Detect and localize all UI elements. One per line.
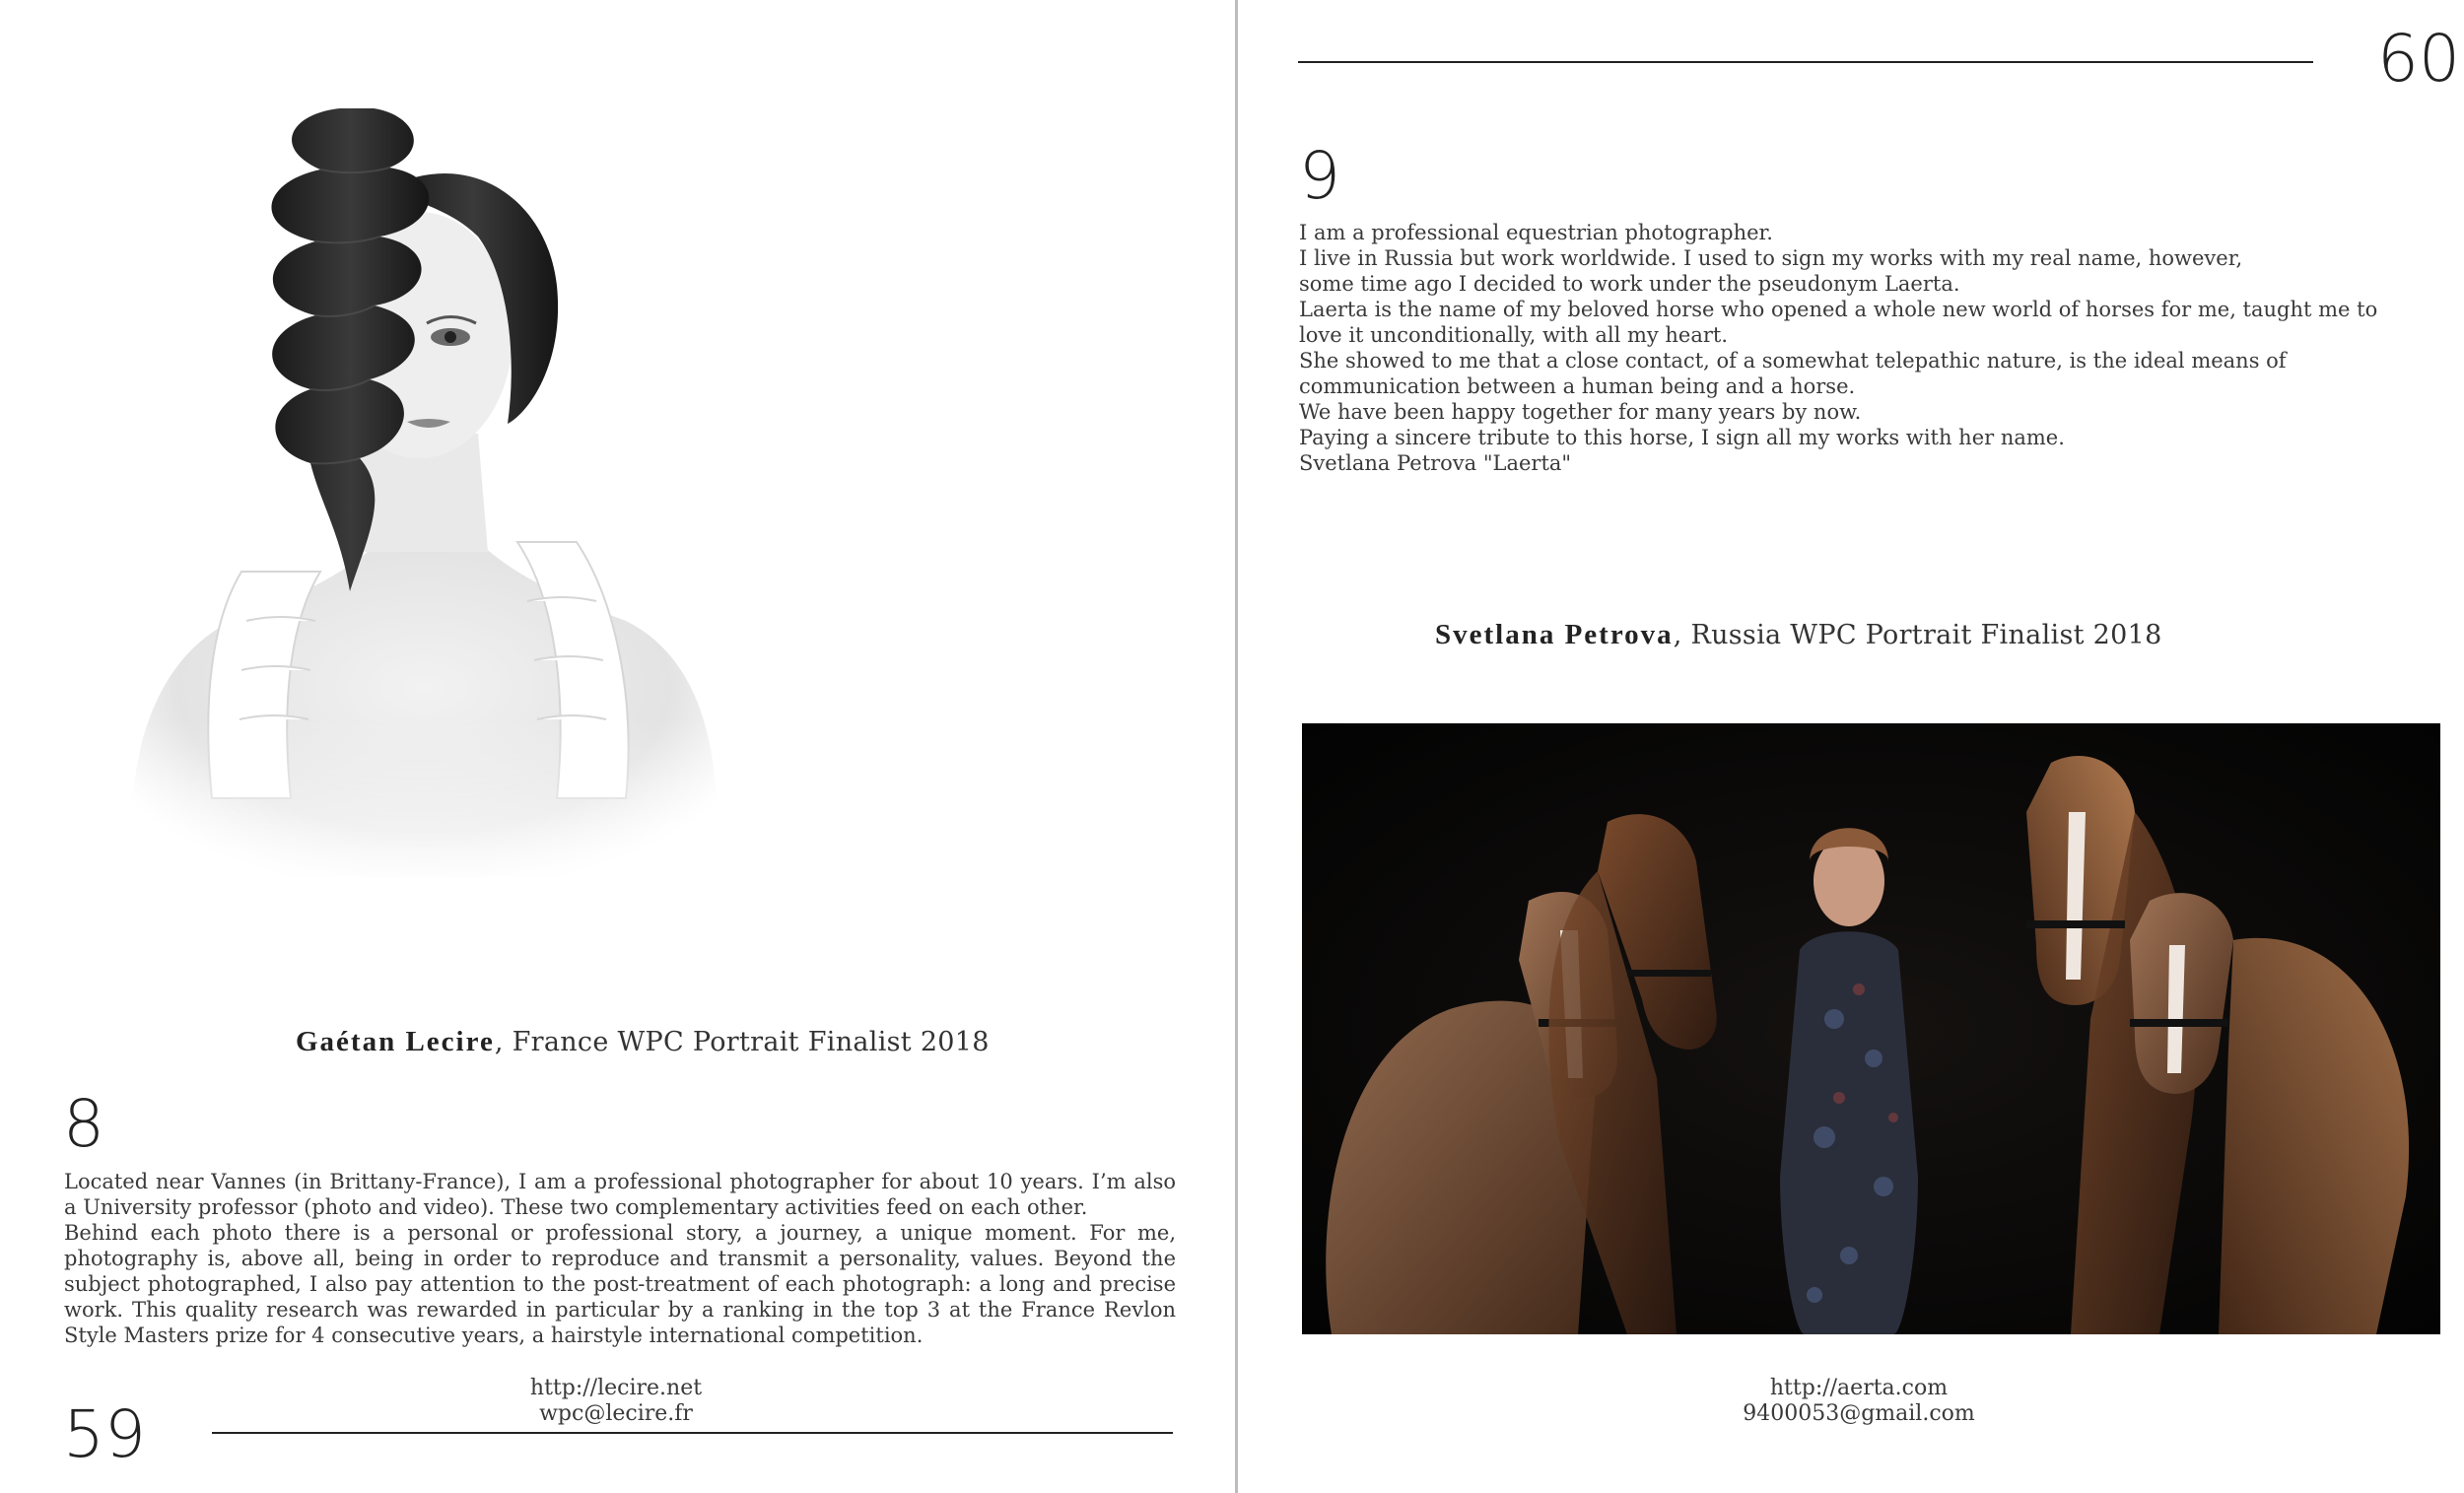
photographer-caption [1435,619,2162,651]
bio-line: I live in Russia but work worldwide. I used to sign my works with my real name, however, [1299,246,2243,270]
bio-line: We have been happy together for many years by now. [1299,400,1862,424]
photographer-name: Svetlana Petrova [1435,619,1674,650]
right-page [1238,0,2464,1493]
website-link[interactable]: http://aerta.com [1769,1376,1949,1400]
bio-line: Paying a sincere tribute to this horse, I sign all my works with her name. [1299,426,2065,449]
email-link[interactable]: wpc@lecire.fr [539,1401,693,1426]
portrait-photo-girl-with-horses [1302,723,2440,1334]
website-link[interactable]: http://lecire.net [529,1376,703,1400]
page-number: 59 [63,1396,146,1472]
bio-line: Laerta is the name of my beloved horse who opened a whole new world of horses for me, taught me to love it unconditionally, with all my heart. [1299,298,2378,347]
portrait-photo-woman-sculpted-hair [94,108,744,926]
bio-paragraph: Behind each photo there is a personal or professional story, a journey, a unique moment. For me, photography is, above all, being in order to reproduce and transmit a personality, values. Beyond the subject photographed, I also pay attention to the post-treatment of each photograph: a long and precise work. This quality research was rewarded in particular by a ranking in the top 3 at the France Revlon Style Masters prize for 4 consecutive years, a hairstyle international competition. [64,1221,1176,1347]
photographer-bio [64,1169,1176,1348]
contact-links [1672,1376,2046,1427]
bio-line: some time ago I decided to work under the pseudonym Laerta. [1299,272,1960,296]
bio-line: I am a professional equestrian photographer. [1299,221,1773,244]
entry-number: 8 [63,1086,104,1162]
contact-links [463,1376,769,1427]
photographer-name: Gaétan Lecire [296,1026,495,1057]
bio-line: Svetlana Petrova "Laerta" [1299,451,1572,475]
photographer-credit: , Russia WPC Portrait Finalist 2018 [1673,620,2162,650]
bio-line: She showed to me that a close contact, of a somewhat telepathic nature, is the ideal means of communication between a human being and a horse. [1299,349,2287,398]
page-number: 60 [2377,21,2460,97]
header-rule [1298,61,2313,63]
footer-rule [212,1432,1173,1434]
photographer-bio [1299,220,2413,476]
entry-number: 9 [1299,138,1340,214]
bio-paragraph: Located near Vannes (in Brittany-France), I am a professional photographer for about 10 years. I’m also a University professor (photo and video). These two complementary activities feed on each other. [64,1170,1176,1219]
email-link[interactable]: 9400053@gmail.com [1743,1401,1975,1426]
photographer-credit: , France WPC Portrait Finalist 2018 [494,1027,990,1057]
photographer-caption [296,1026,990,1058]
